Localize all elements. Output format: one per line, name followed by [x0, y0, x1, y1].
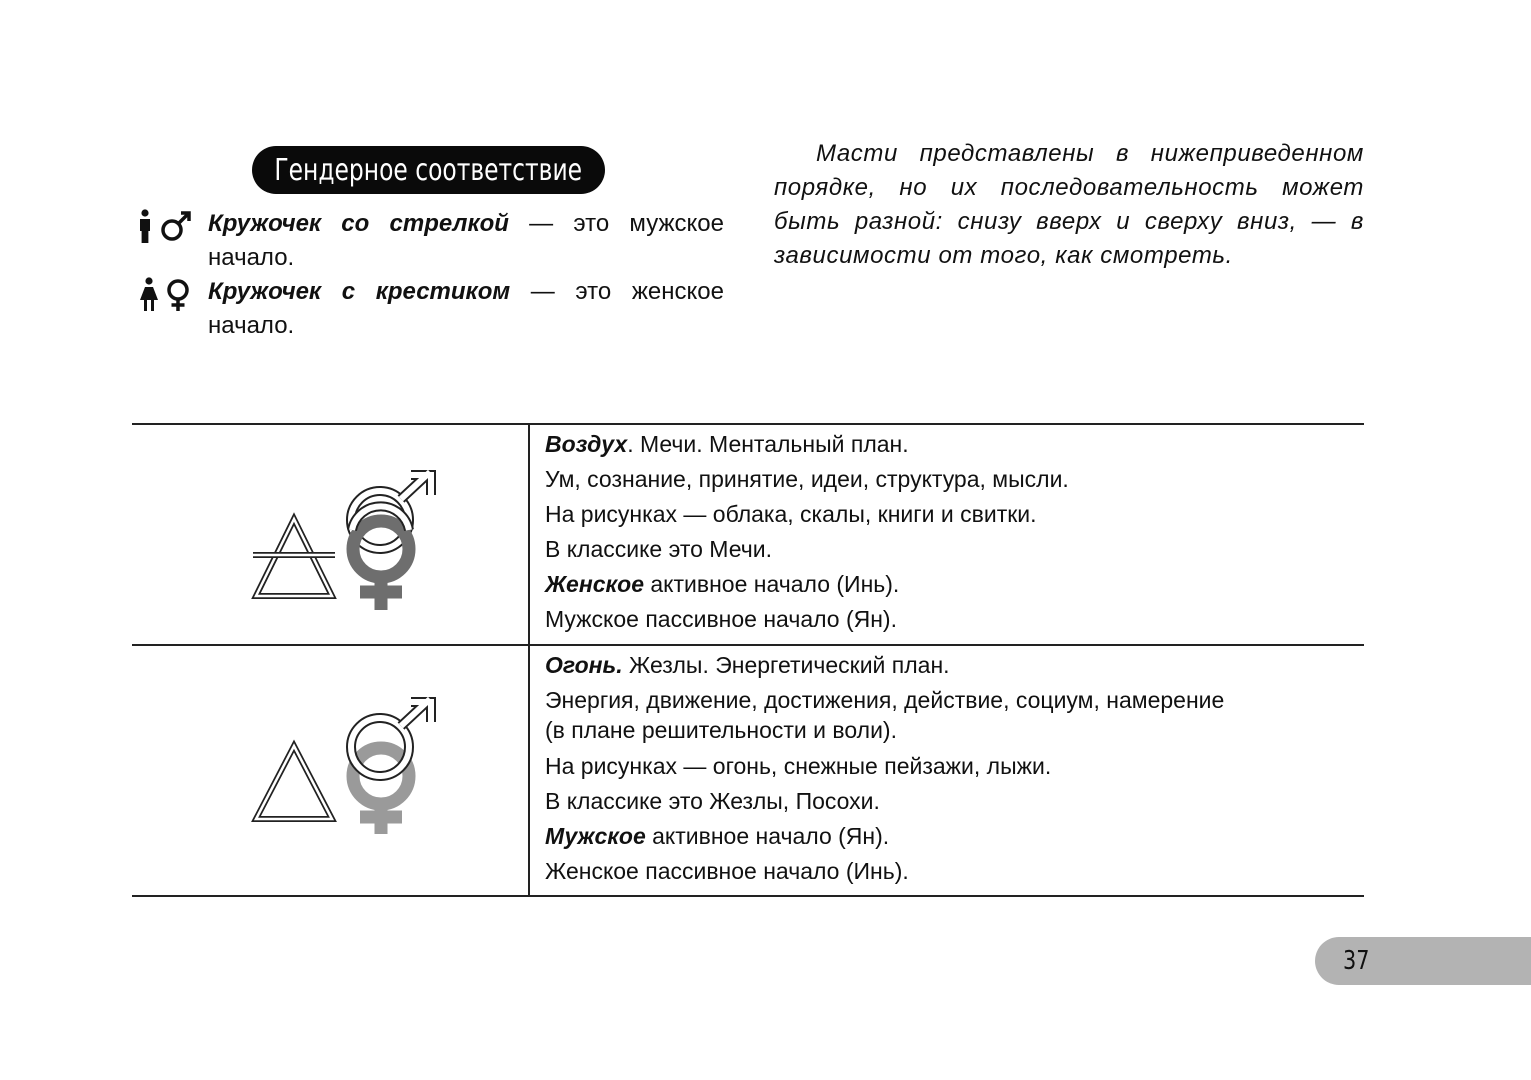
section-heading-badge — [252, 146, 605, 194]
fire-line-4: На рисунках — огонь, снежные пейзажи, лыжи. — [545, 753, 1052, 779]
fire-line-2: Энергия, движение, достижения, действие, социум, намерение — [545, 687, 1225, 713]
air-line-3: На рисунках — облака, скалы, книги и свитки. — [545, 501, 1037, 527]
air-symbols — [245, 470, 445, 615]
female-person-venus-icon — [136, 277, 202, 311]
fire-line-3: (в плане решительности и воли). — [545, 717, 897, 743]
table-top-rule — [132, 423, 1364, 425]
air-line-1: Воздух. Мечи. Ментальный план. — [545, 431, 909, 457]
fire-line-6: Мужское активное начало (Ян). — [545, 823, 890, 849]
fire-symbols — [245, 697, 445, 842]
table-column-divider — [528, 424, 530, 896]
air-line-5: Женское активное начало (Инь). — [545, 571, 900, 597]
page-number: 37 — [1343, 946, 1370, 976]
table-bottom-rule — [132, 895, 1364, 897]
venus-dark-icon — [352, 506, 409, 610]
air-line-4: В классике это Мечи. — [545, 536, 772, 562]
air-line-2: Ум, сознание, принятие, идеи, структура, мысли. — [545, 466, 1069, 492]
fire-line-7: Женское пассивное начало (Инь). — [545, 858, 909, 884]
table-middle-rule — [132, 644, 1364, 646]
page-number-tab — [1315, 937, 1531, 985]
male-principle-text: Кружочек со стрелкой — это мужское начало. — [208, 210, 724, 271]
male-person-mars-icon — [136, 209, 202, 243]
section-heading: Гендерное соответствие — [274, 152, 583, 188]
air-line-6: Мужское пассивное начало (Ян). — [545, 606, 897, 632]
female-principle-text: Кружочек с крестиком — это женское начало. — [208, 278, 724, 339]
mars-outline-icon — [351, 699, 431, 776]
fire-line-5: В классике это Жезлы, Посохи. — [545, 788, 880, 814]
intro-paragraph: Масти представлены в нижеприведенном порядке, но их последовательность может быть разной: снизу вверх и сверху вниз, — в зависимости от того, как смотреть. — [774, 140, 1364, 269]
fire-triangle-icon — [256, 746, 332, 819]
air-description — [545, 429, 1345, 639]
fire-line-1: Огонь. Жезлы. Энергетический план. — [545, 652, 950, 678]
fire-description — [545, 650, 1345, 891]
air-triangle-icon — [253, 519, 335, 596]
